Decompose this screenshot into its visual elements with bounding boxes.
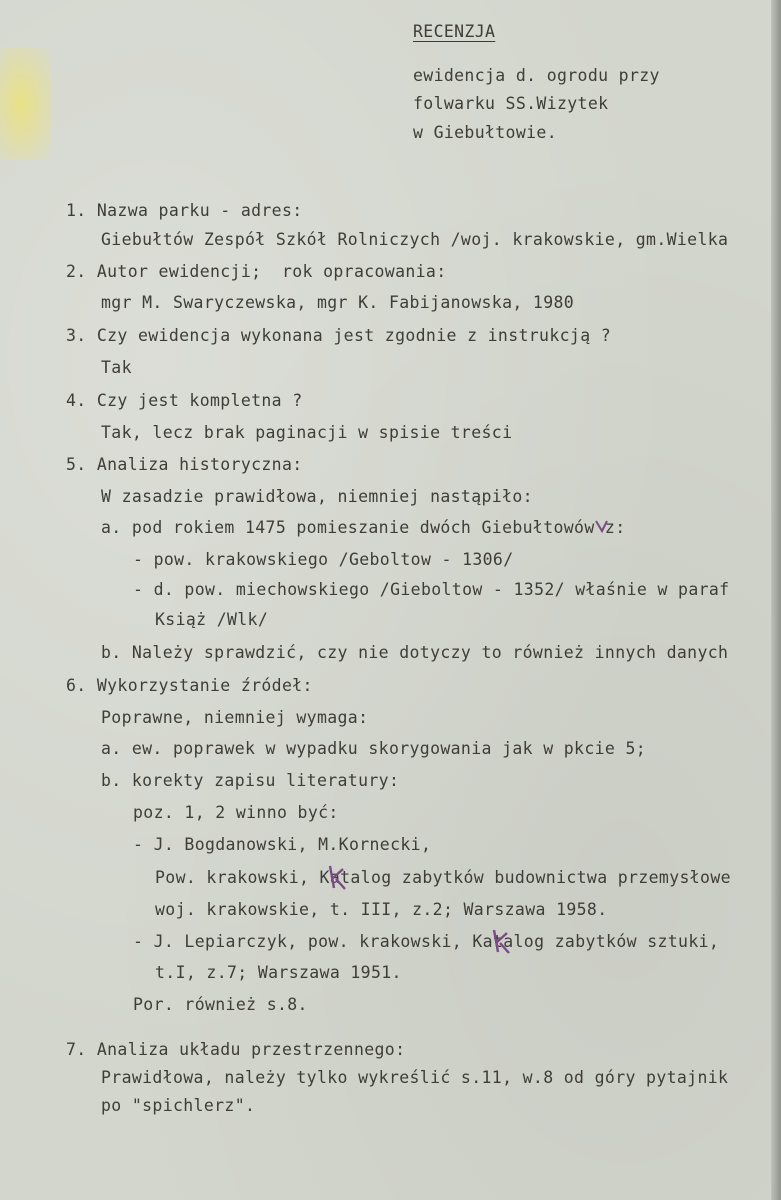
section-7-line-1: Prawidłowa, należy tylko wykreślić s.11, w.8 od góry pytajnik xyxy=(101,1068,729,1087)
section-2-heading: 2. Autor ewidencji; rok opracowania: xyxy=(66,262,447,281)
section-7-line-2: po "spichlerz". xyxy=(101,1096,256,1115)
section-6-line-8: - J. Lepiarczyk, pow. krakowski, Katalog zabytków sztuki, xyxy=(133,932,720,951)
section-2-line-1: mgr M. Swaryczewska, mgr K. Fabijanowska, 1980 xyxy=(101,293,575,312)
section-6-line-7: woj. krakowskie, t. III, z.2; Warszawa 1958. xyxy=(155,900,608,919)
section-5-line-6: b. Należy sprawdzić, czy nie dotyczy to również innych danych xyxy=(101,643,729,662)
section-5-line-4: - d. pow. miechowskiego /Gieboltow - 1352/ właśnie w paraf xyxy=(133,580,730,599)
section-5-line-1: W zasadzie prawidłowa, niemniej nastąpiło: xyxy=(101,487,533,506)
section-1-line-1: Giebułtów Zespół Szkół Rolniczych /woj. krakowskie, gm.Wielka xyxy=(101,230,729,249)
section-6-line-6: Pow. krakowski, Katalog zabytków budownictwa przemysłowe xyxy=(155,868,731,887)
section-6-line-5: - J. Bogdanowski, M.Kornecki, xyxy=(133,835,432,854)
section-3-line-1: Tak xyxy=(101,358,132,377)
section-1-heading: 1. Nazwa parku - adres: xyxy=(66,201,303,220)
section-6-line-4: poz. 1, 2 winno być: xyxy=(133,803,339,822)
section-6-line-2: a. ew. poprawek w wypadku skorygowania jak w pkcie 5; xyxy=(101,739,647,758)
section-6-line-10: Por. również s.8. xyxy=(133,995,308,1014)
document-title: RECENZJA xyxy=(413,22,496,41)
section-6-line-3: b. korekty zapisu literatury: xyxy=(101,771,400,790)
section-6-heading: 6. Wykorzystanie źródeł: xyxy=(66,676,313,695)
subject-line-2: folwarku SS.Wizytek xyxy=(413,94,609,113)
section-5-line-3: - pow. krakowskiego /Geboltow - 1306/ xyxy=(133,550,514,569)
section-4-line-1: Tak, lecz brak paginacji w spisie treści xyxy=(101,423,513,442)
section-4-heading: 4. Czy jest kompletna ? xyxy=(66,391,303,410)
section-5-heading: 5. Analiza historyczna: xyxy=(66,455,303,474)
section-3-heading: 3. Czy ewidencja wykonana jest zgodnie z instrukcją ? xyxy=(66,326,612,345)
section-5-line-2: a. pod rokiem 1475 pomieszanie dwóch Giebułtowów z: xyxy=(101,518,626,537)
section-5-line-5: Książ /Wlk/ xyxy=(155,610,269,629)
section-6-line-1: Poprawne, niemniej wymaga: xyxy=(101,708,369,727)
subject-line-3: w Giebułtowie. xyxy=(413,123,557,142)
section-6-line-9: t.I, z.7; Warszawa 1951. xyxy=(155,963,402,982)
subject-line-1: ewidencja d. ogrodu przy xyxy=(413,66,660,85)
section-7-heading: 7. Analiza układu przestrzennego: xyxy=(66,1040,406,1059)
